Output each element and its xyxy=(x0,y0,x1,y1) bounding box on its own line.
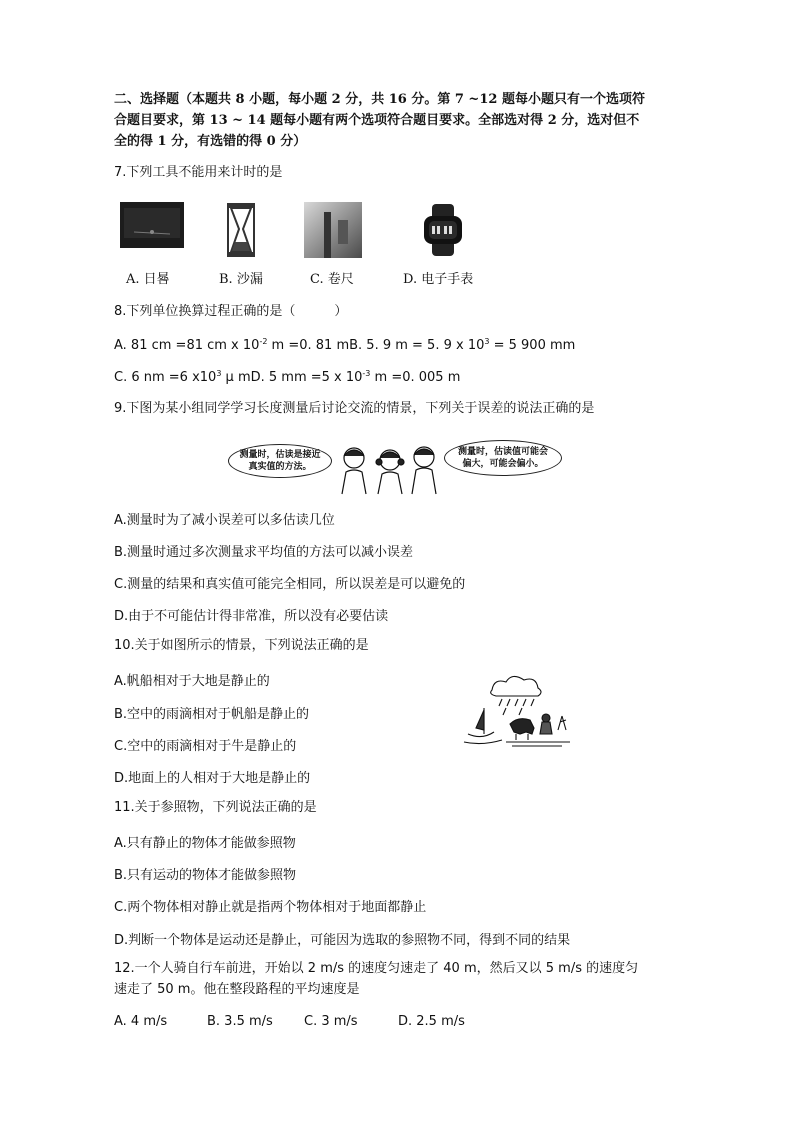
q12-option-d: D. 2.5 m/s xyxy=(398,1014,465,1029)
q10-option-d: D.地面上的人相对于大地是静止的 xyxy=(114,771,311,786)
q7-caption-a: A. 日晷 xyxy=(126,272,170,287)
q9-option-c: C.测量的结果和真实值可能完全相同，所以误差是可以避免的 xyxy=(114,577,466,592)
q12-stem-line-2: 速走了 50 m。他在整段路程的平均速度是 xyxy=(114,982,360,997)
q10-option-b: B.空中的雨滴相对于帆船是静止的 xyxy=(114,707,310,722)
q9-stem: 9.下图为某小组同学学习长度测量后讨论交流的情景，下列关于误差的说法正确的是 xyxy=(114,401,595,416)
q11-option-c: C.两个物体相对静止就是指两个物体相对于地面都静止 xyxy=(114,900,427,915)
q8-stem: 8.下列单位换算过程正确的是（ ） xyxy=(114,304,348,319)
q12-stem-line-1: 12.一个人骑自行车前进，开始以 2 m/s 的速度匀速走了 40 m，然后又以 5 m/s 的速度匀 xyxy=(114,961,639,976)
bubble-right-line-1: 测量时，估读值可能会 xyxy=(457,447,548,457)
q7-caption-b: B. 沙漏 xyxy=(219,272,263,287)
q11-option-a: A.只有静止的物体才能做参照物 xyxy=(114,836,296,851)
bubble-left-line-2: 真实值的方法。 xyxy=(248,462,312,472)
digital-watch-photo-icon xyxy=(420,204,466,256)
q12-option-a: A. 4 m/s xyxy=(114,1014,168,1029)
students-cartoon-icon xyxy=(336,442,444,496)
q8-options-line-2: C. 6 nm =6 $x10^3$ μ mD. 5 mm =5 x $10^{-3}$ m =0. 005 m xyxy=(114,369,461,385)
q10-stem: 10.关于如图所示的情景，下列说法正确的是 xyxy=(114,638,369,653)
q7-caption-d: D. 电子手表 xyxy=(403,272,474,287)
q11-stem: 11.关于参照物，下列说法正确的是 xyxy=(114,800,317,815)
q12-option-c: C. 3 m/s xyxy=(304,1014,358,1029)
sailboat-rain-scene-icon xyxy=(462,672,574,752)
section-header-line-1: 二、选择题（本题共 8 小题，每小题 2 分，共 16 分。第 7 ~12 题每小题只有一个选项符 xyxy=(114,92,645,107)
q10-option-c: C.空中的雨滴相对于牛是静止的 xyxy=(114,739,297,754)
sundial-photo-icon xyxy=(120,202,184,248)
section-header-line-2: 合题目要求，第 13 ~ 14 题每小题有两个选项符合题目要求。全部选对得 2 分，选对但不 xyxy=(114,113,640,128)
hourglass-photo-icon xyxy=(223,202,259,258)
bubble-left-line-1: 测量时，估读是接近 xyxy=(239,450,321,460)
section-header-line-3: 全的得 1 分，有选错的得 0 分） xyxy=(114,134,307,149)
speech-bubble-left xyxy=(228,444,332,478)
q11-option-b: B.只有运动的物体才能做参照物 xyxy=(114,868,297,883)
speech-bubble-right xyxy=(444,440,562,476)
tape-measure-photo-icon xyxy=(304,202,362,258)
q7-stem: 7.下列工具不能用来计时的是 xyxy=(114,165,283,180)
q9-discussion-illustration xyxy=(228,440,566,496)
bubble-right-line-2: 偏大，可能会偏小。 xyxy=(462,459,544,469)
q9-option-b: B.测量时通过多次测量求平均值的方法可以减小误差 xyxy=(114,545,414,560)
q8-options-line-1: A. 81 cm =81 cm x $10^{-2}$ m =0. 81 mB. 5. 9 m = 5. 9 x $10^3 = 5$ 900 mm xyxy=(114,337,576,353)
q7-caption-c: C. 卷尺 xyxy=(310,272,354,287)
q10-option-a: A.帆船相对于大地是静止的 xyxy=(114,674,270,689)
q9-option-a: A.测量时为了减小误差可以多估读几位 xyxy=(114,513,335,528)
q11-option-d: D.判断一个物体是运动还是静止，可能因为选取的参照物不同，得到不同的结果 xyxy=(114,933,571,948)
q12-option-b: B. 3.5 m/s xyxy=(207,1014,273,1029)
q9-option-d: D.由于不可能估计得非常准，所以没有必要估读 xyxy=(114,609,389,624)
